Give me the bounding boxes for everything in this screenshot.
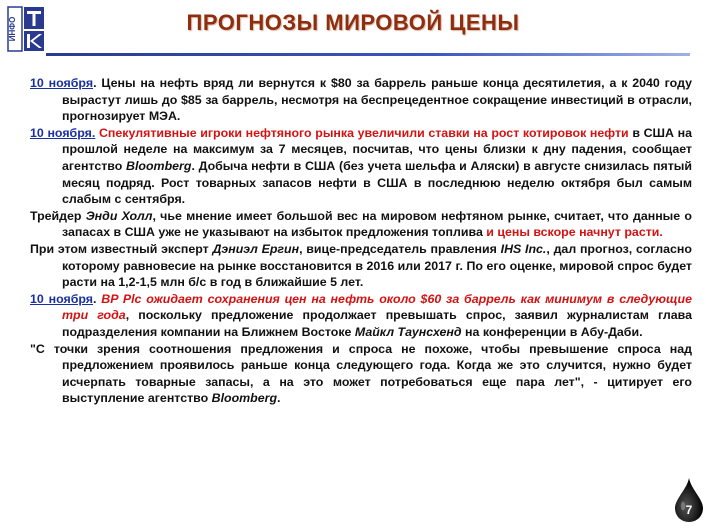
page-title: ПРОГНОЗЫ МИРОВОЙ ЦЕНЫ [186,10,520,35]
quote-paragraph [30,341,692,407]
news-text: , дал прогноз, согласно которому равновесие на рынке восстановится в 2016 или 2017 г. По его оценке, мировой спрос будет расти на 1,2-1,5 млн б/с в год в ближайшие 5 лет. [62,241,692,290]
news-paragraph [30,241,692,291]
news-paragraph [30,291,692,341]
news-paragraph [30,125,692,208]
source-name: Bloomberg [211,391,278,406]
page-number: 7 [685,503,693,517]
news-text: в США на прошлой неделе на максимум за 7 месяцев, посчитав, что цены близки к дну падения, сообщает агентство [62,125,692,173]
news-text: , чье мнение имеет большой вес на мировом нефтяном рынке, считает, что данные о запасах в США уже не указывают на избыток предложения топлива [62,208,692,240]
news-date-separator: . [93,291,102,306]
news-text: . Добыча нефти в США (без учета шельфа и Аляски) в августе снизилась пятый месяц подряд. Рост товарных запасов нефти в США в последнюю неделю октября был самым слабым с сентября. [62,158,692,207]
news-text: При этом известный эксперт [30,241,213,256]
news-text: на конференции в Абу-Даби. [461,324,643,339]
company-name: IHS Inc. [500,241,547,256]
news-date-link[interactable]: 10 ноября [30,291,93,306]
news-highlight: Спекулятивные игроки нефтяного рынка увеличили ставки на рост котировок нефти [98,125,629,140]
news-paragraph [30,75,692,125]
source-name: Bloomberg [126,158,192,173]
person-name: Майкл Таунсхенд [354,324,462,339]
news-content [30,75,692,407]
quote-text: "С точки зрения соотношения предложения и спроса не похоже, чтобы превышение спроса над предложением проявилось раньше конца следующего года. Когда же это случится, нужно будет исчерпать товарные запасы, а на это может потребоваться еще пара лет", - цитирует его выступление агентство [30,341,692,406]
svg-text:ИНФО: ИНФО [8,16,17,42]
news-date-separator: . [91,125,96,140]
person-name: Дэниэл Ергин [212,241,300,256]
news-paragraph [30,208,692,241]
news-date-link[interactable]: 10 ноября [30,76,94,90]
news-highlight: BP Plc ожидает сохранения цен на нефть около $60 за баррель как минимум в следующие три года [62,291,692,323]
person-name: Энди Холл [85,208,153,223]
news-text: Трейдер [30,208,86,223]
news-highlight: и цены вскоре начнут расти. [486,225,663,240]
title-divider [46,53,690,56]
news-date-link[interactable]: 10 ноября [30,125,92,140]
quote-end: . [277,391,281,406]
news-text: , поскольку предложение продолжает превышать спрос, заявил журналистам глава подразделения компании на Ближнем Востоке [62,308,692,339]
news-text: . Цены на нефть вряд ли вернутся к $80 за баррель раньше конца десятилетия, а к 2040 году вырастут лишь до $85 за баррель, несмотря на беспрецедентное сокращение инвестиций в отрасли, прогнозирует МЭА. [62,76,692,124]
news-text: , вице-председатель правления [299,241,501,256]
